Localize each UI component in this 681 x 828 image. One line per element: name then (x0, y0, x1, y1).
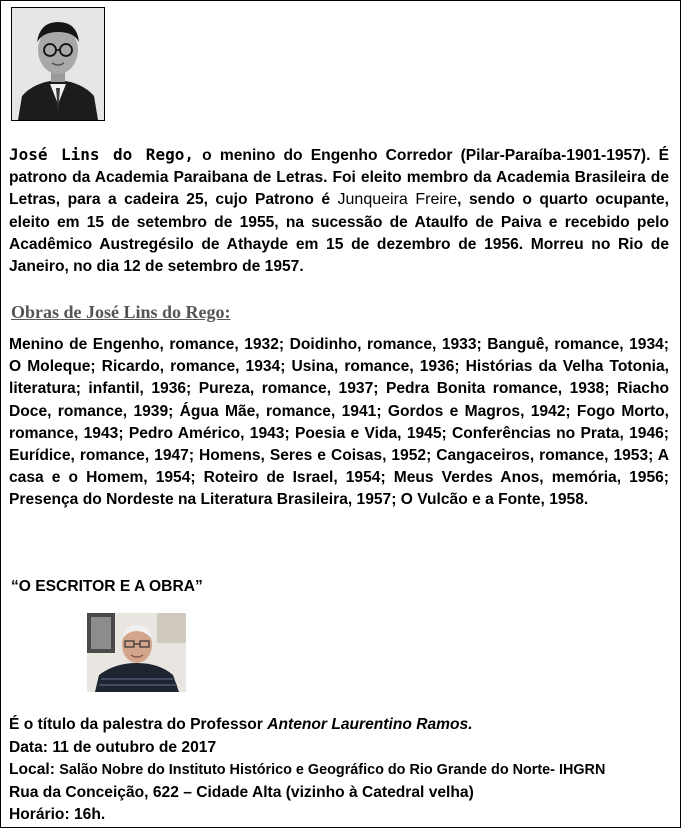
lecture-address: Rua da Conceição, 622 – Cidade Alta (vizinho à Catedral velha) (9, 783, 474, 801)
intro-text-part1: o menino do Engenho Corredor (Pilar-Paraíba-1901-1957). É patrono da Academia Paraibana de Letras. Foi eleito membro da Academia Brasileira de Letras, para a cadeira 25, cujo Patrono é (9, 147, 670, 209)
time-value: 16h. (73, 806, 106, 824)
date-value: 11 de outubro de 2017 (52, 738, 217, 756)
lecturer-photo (87, 613, 186, 692)
lecture-date (9, 737, 674, 760)
time-label: Horário: (9, 806, 74, 824)
patron-name: Junqueira Freire (337, 191, 458, 209)
lecturer-photo-drawing (87, 613, 186, 692)
intro-text-part2: , sendo o quarto ocupante, eleito em 15 de setembro de 1955, na sucessão de Ataulfo de Paiva e recebido pelo Acadêmico Austregésilo de Athayde em 15 de dezembro de 1956. Morreu no Rio de Janeiro, no dia 12 de setembro de 1957. (9, 191, 670, 276)
local-label: Local: (9, 761, 60, 779)
local-value: Salão Nobre do Instituto Histórico e Geográfico do Rio Grande do Norte- IHGRN (59, 762, 606, 779)
writer-portrait-drawing (12, 8, 104, 120)
lecture-description (9, 714, 674, 737)
date-label: Data: (9, 738, 53, 756)
lecture-title: “O ESCRITOR E A OBRA” (11, 578, 203, 595)
lecture-time (9, 804, 674, 827)
intro-paragraph (9, 144, 669, 278)
lecture-info (9, 714, 674, 827)
writer-portrait (11, 7, 105, 121)
works-paragraph: Menino de Engenho, romance, 1932; Doidinho, romance, 1933; Banguê, romance, 1934; O Moleque; Ricardo, romance, 1934; Usina, romance, 1936; Histórias da Velha Totonia, literatura; infantil, 1936; Pureza, romance, 1937; Pedra Bonita romance, 1938; Riacho Doce, romance, 1939; Água Mãe, romance, 1941; Gordos e Magros, 1942; Fogo Morto, romance, 1943; Pedro Américo, 1943; Poesia e Vida, 1945; Conferências no Prata, 1946; Eurídice, romance, 1947; Homens, Seres e Coisas, 1952; Cangaceiros, romance, 1953; A casa e o Homem, 1954; Roteiro de Israel, 1954; Meus Verdes Anos, memória, 1956; Presença do Nordeste na Literatura Brasileira, 1957; O Vulcão e a Fonte, 1958. (9, 336, 669, 509)
lecture-description-text: É o título da palestra do Professor (9, 716, 268, 733)
works-heading: Obras de José Lins do Rego: (11, 302, 231, 322)
writer-name: José Lins do Rego, (9, 145, 194, 164)
lecture-location (9, 759, 674, 782)
lecturer-name: Antenor Laurentino Ramos. (267, 716, 473, 733)
